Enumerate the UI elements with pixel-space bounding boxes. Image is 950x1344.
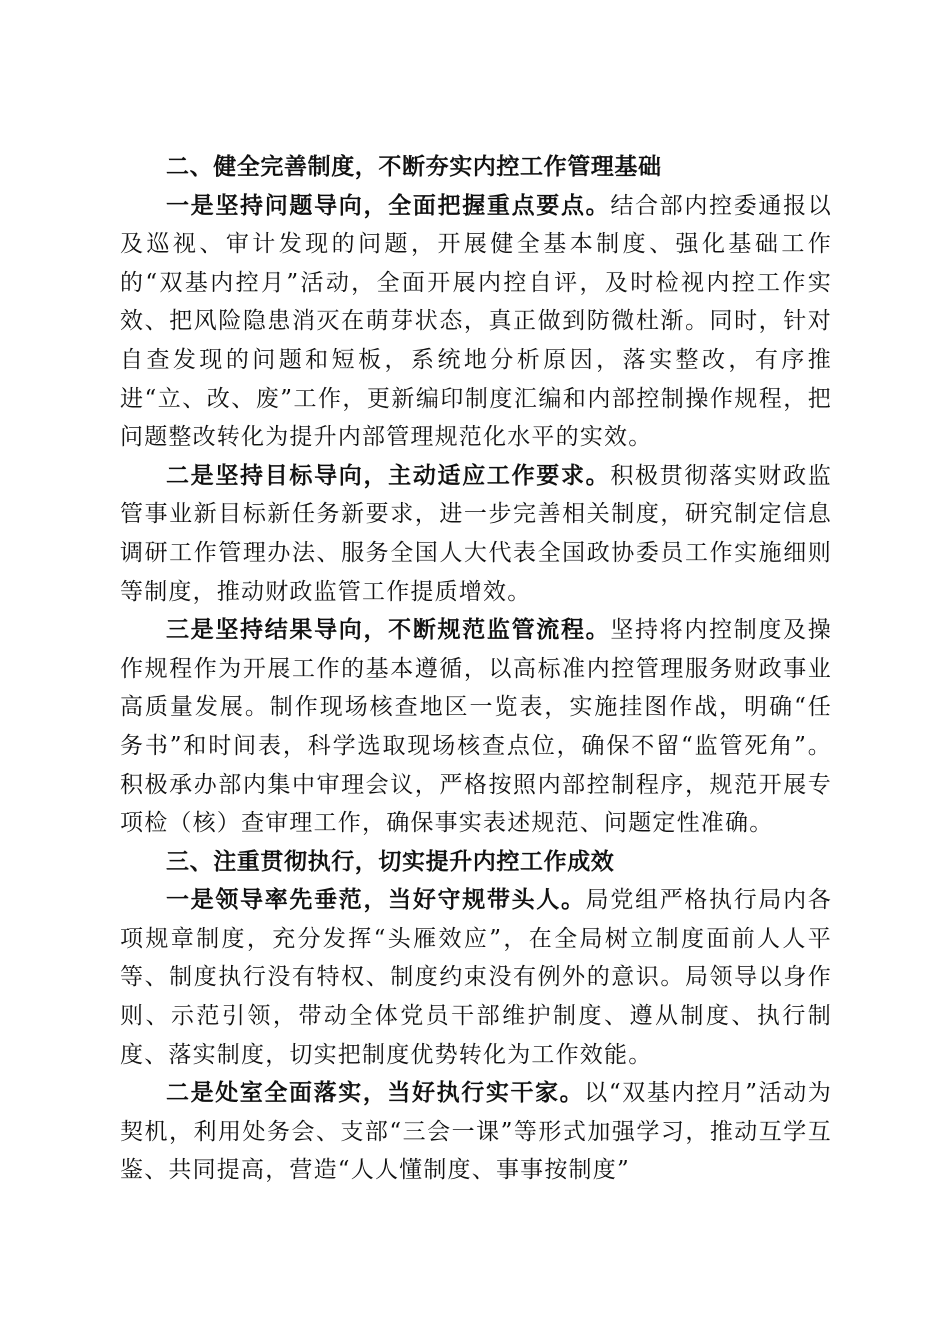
section-heading: 二、健全完善制度，不断夯实内控工作管理基础 (166, 154, 662, 180)
paragraph-body: 坚持将内控制度及操作规程作为开展工作的基本遵循，以高标准内控管理服务财政事业高质量发展。制作现场核查地区一览表，实施挂图作战，明确“任务书”和时间表，科学选取现场核查点位，确保不留“监管死角”。积极承办部内集中审理会议，严格按照内部控制程序，规范开展专项检（核）查审理工作，确保事实表述规范、问题定性准确。 (120, 617, 832, 837)
paragraph (120, 881, 832, 1074)
paragraph-lead: 二是处室全面落实，当好执行实干家。 (166, 1079, 585, 1107)
paragraph (120, 187, 832, 457)
section-heading: 三、注重贯彻执行，切实提升内控工作成效 (166, 848, 615, 875)
paragraph-lead: 一是坚持问题导向，全面把握重点要点。 (166, 191, 611, 219)
paragraph-body: 局党组严格执行局内各项规章制度，充分发挥“头雁效应”，在全局树立制度面前人人平等、制度执行没有特权、制度约束没有例外的意识。局领导以身作则、示范引领，带动全体党员干部维护制度、遵从制度、执行制度、落实制度，切实把制度优势转化为工作效能。 (120, 887, 832, 1068)
paragraph-lead: 一是领导率先垂范，当好守规带头人。 (166, 886, 586, 914)
document-body (120, 148, 832, 1190)
paragraph (120, 457, 832, 611)
paragraph-body: 以“双基内控月”活动为契机，利用处务会、支部“三会一课”等形式加强学习，推动互学互鉴、共同提高，营造“人人懂制度、事事按制度” (120, 1080, 832, 1184)
paragraph (120, 611, 832, 843)
paragraph-body: 结合部内控委通报以及巡视、审计发现的问题，开展健全基本制度、强化基础工作的“双基内控月”活动，全面开展内控自评，及时检视内控工作实效、把风险隐患消灭在萌芽状态，真正做到防微杜渐。同时，针对自查发现的问题和短板，系统地分析原因，落实整改，有序推进“立、改、废”工作，更新编印制度汇编和内部控制操作规程，把问题整改转化为提升内部管理规范化水平的实效。 (120, 192, 832, 451)
paragraph-lead: 三是坚持结果导向，不断规范监管流程。 (166, 616, 611, 644)
paragraph-body: 积极贯彻落实财政监管事业新目标新任务新要求，进一步完善相关制度，研究制定信息调研工作管理办法、服务全国人大代表全国政协委员工作实施细则等制度，推动财政监管工作提质增效。 (120, 462, 832, 605)
paragraph (120, 1074, 832, 1190)
paragraph-lead: 二是坚持目标导向，主动适应工作要求。 (166, 461, 611, 489)
